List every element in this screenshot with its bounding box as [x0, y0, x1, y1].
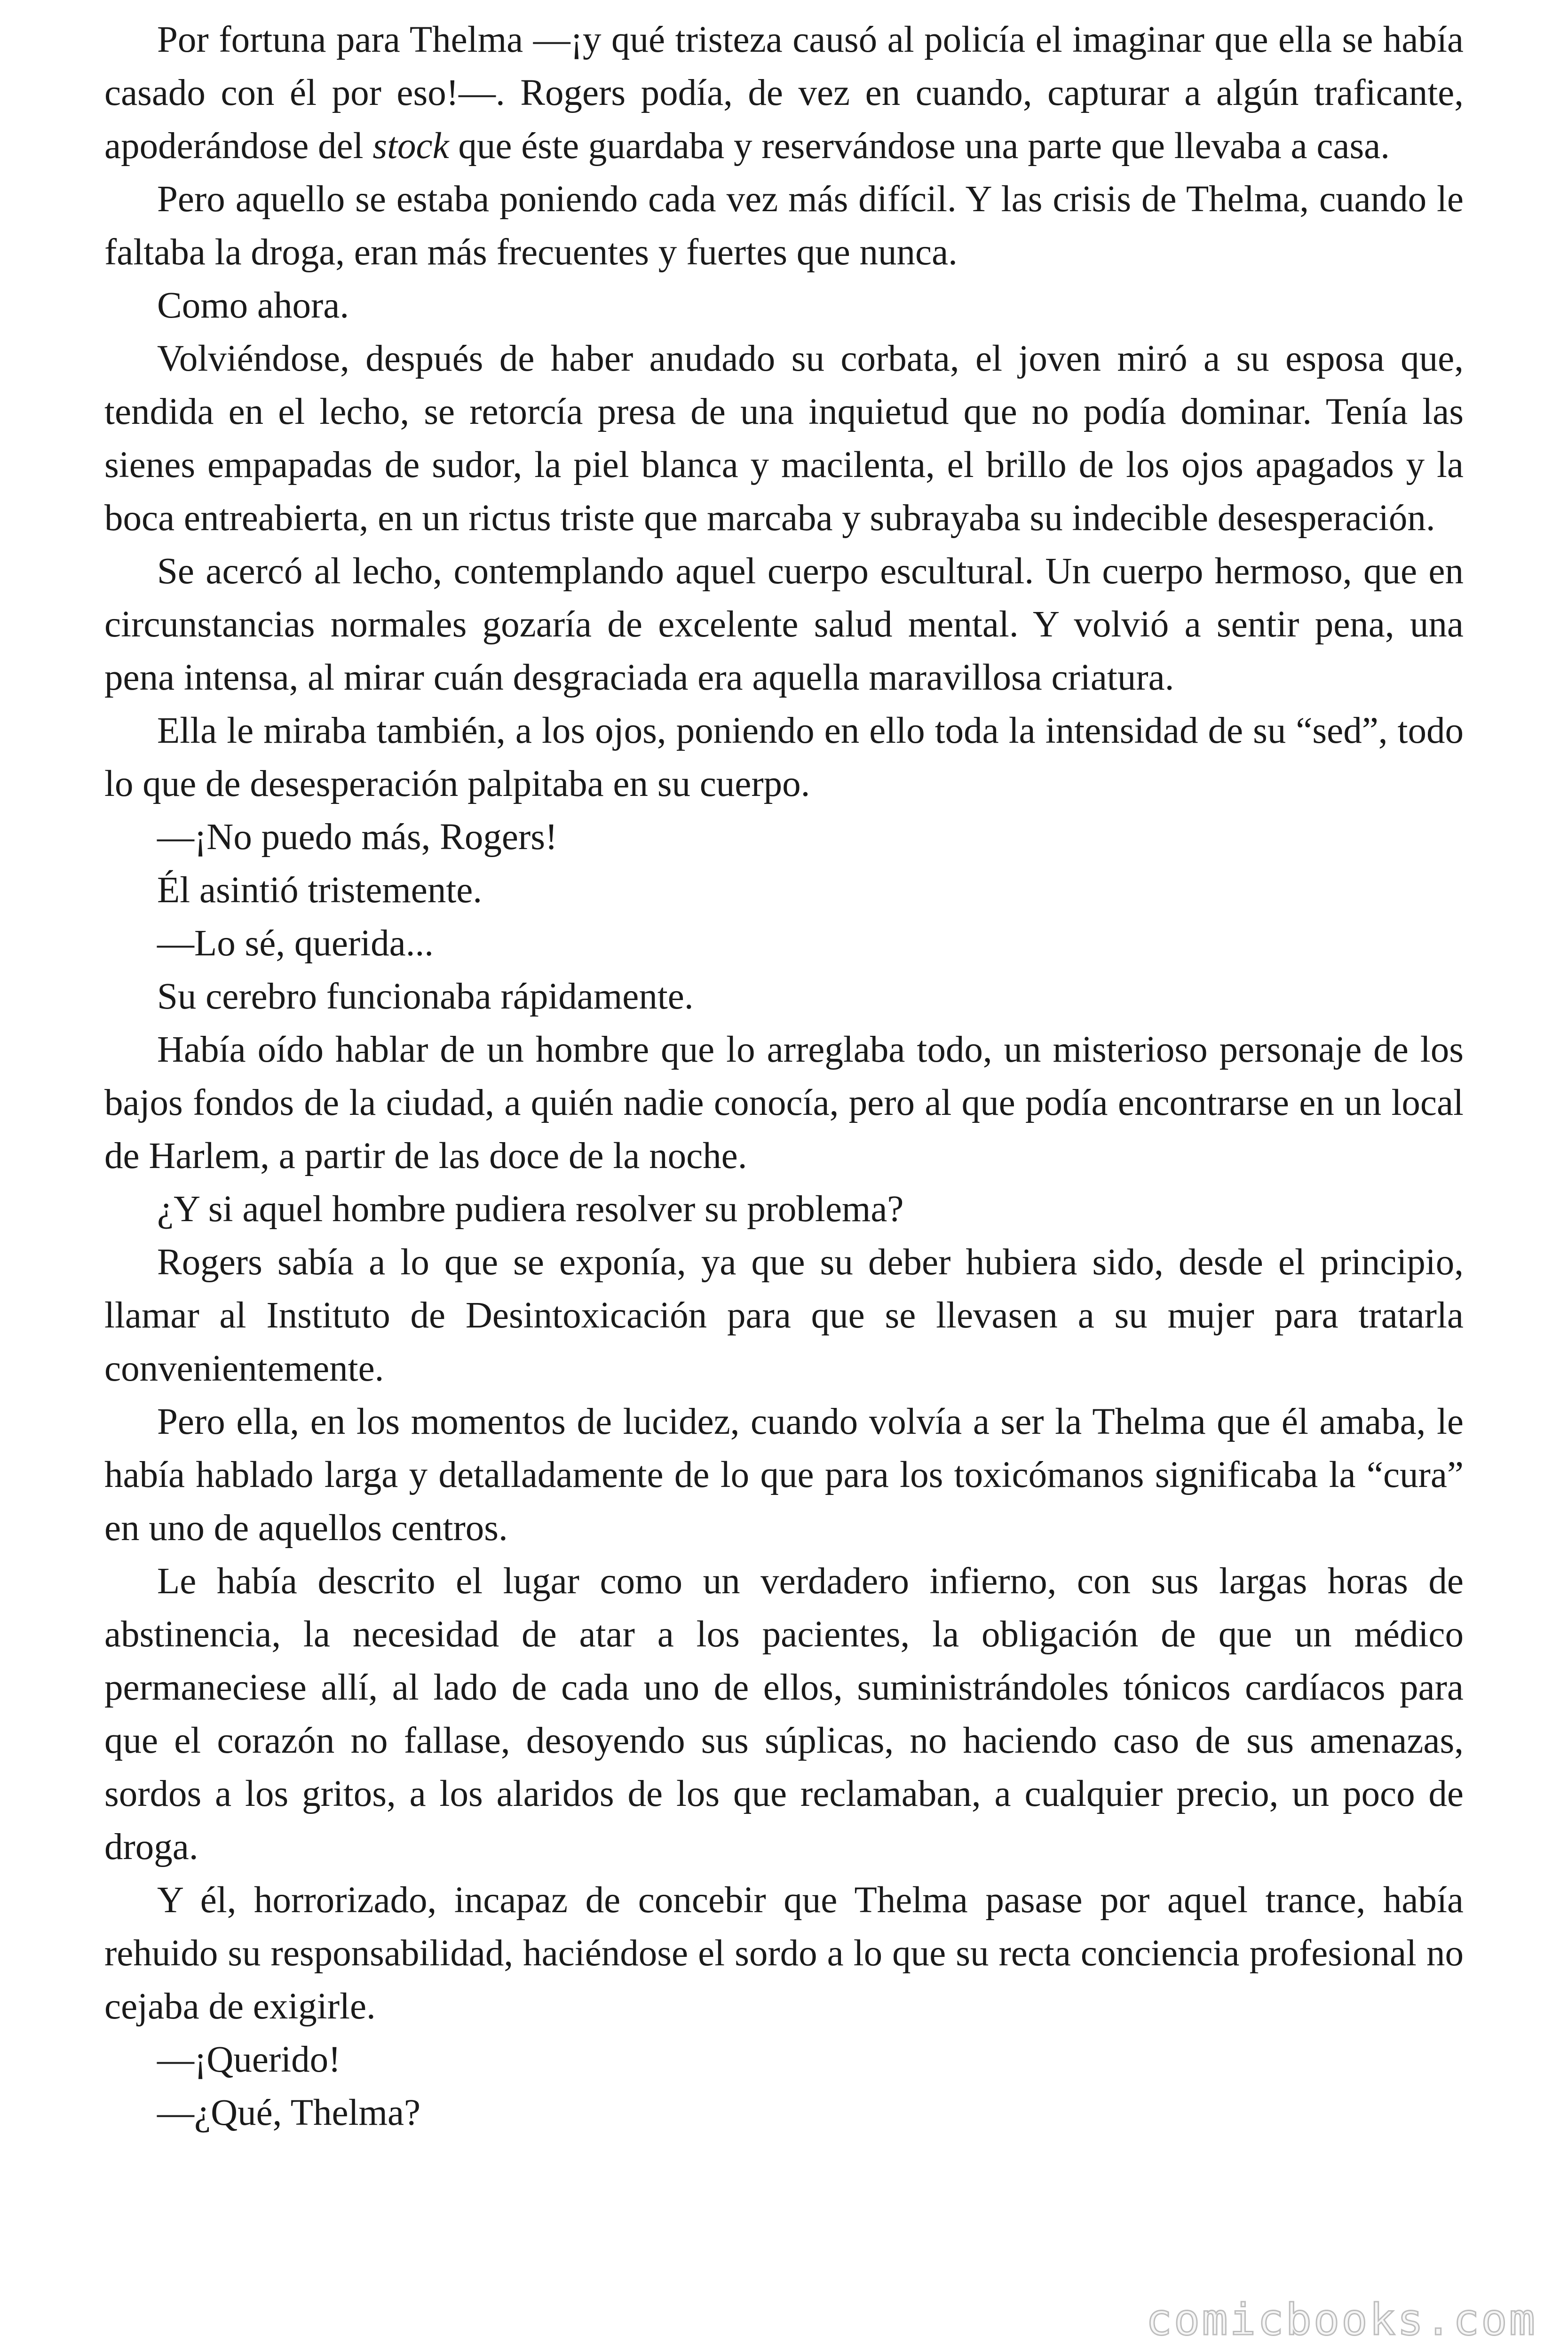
paragraph — [104, 1395, 1464, 1555]
book-page — [104, 13, 1464, 2309]
paragraph-text: Su cerebro funcionaba rápidamente. — [157, 976, 694, 1017]
paragraph-text: Rogers sabía a lo que se exponía, ya que su deber hubiera sido, desde el principio, llamar al Instituto de Desintoxicación para que se llevasen a su mujer para tratarla convenientemente. — [104, 1242, 1464, 1389]
paragraph-text: —¡No puedo más, Rogers! — [157, 817, 558, 858]
paragraph-text: Ella le miraba también, a los ojos, poniendo en ello toda la intensidad de su “sed”, todo lo que de desesperación palpitaba en su cuerpo. — [104, 710, 1464, 804]
paragraph — [104, 279, 1464, 332]
paragraph — [104, 1874, 1464, 2033]
paragraph-text: Por fortuna para Thelma —¡y qué tristeza causó al policía el imaginar que ella se había casado con él por eso!—. Rogers podía, de vez en cuando, capturar a algún traficante, apoderándose del — [104, 19, 1464, 167]
paragraph — [104, 1183, 1464, 1236]
paragraph-text: que éste guardaba y reservándose una parte que llevaba a casa. — [449, 126, 1390, 167]
paragraph-text: —Lo sé, querida... — [157, 923, 434, 964]
paragraph — [104, 810, 1464, 864]
paragraph — [104, 1236, 1464, 1395]
paragraph — [104, 173, 1464, 279]
watermark: comicbooks.com — [1146, 2295, 1537, 2345]
paragraph-text: Él asintió tristemente. — [157, 870, 483, 911]
paragraph-text: Se acercó al lecho, contemplando aquel cuerpo escultural. Un cuerpo hermoso, que en circunstancias normales gozaría de excelente salud mental. Y volvió a sentir pena, una pena intensa, al mirar cuán desgraciada era aquella maravillosa criatura. — [104, 551, 1464, 698]
paragraph — [104, 545, 1464, 704]
paragraph — [104, 970, 1464, 1023]
paragraph-text: Pero aquello se estaba poniendo cada vez más difícil. Y las crisis de Thelma, cuando le faltaba la droga, eran más frecuentes y fuertes que nunca. — [104, 179, 1464, 273]
paragraph-text: —¿Qué, Thelma? — [157, 2092, 421, 2133]
paragraph-text: Y él, horrorizado, incapaz de concebir que Thelma pasase por aquel trance, había rehuido su responsabilidad, haciéndose el sordo a lo que su recta conciencia profesional no cejaba de exigirle. — [104, 1880, 1464, 2027]
paragraph-text: Le había descrito el lugar como un verdadero infierno, con sus largas horas de abstinencia, la necesidad de atar a los pacientes, la obligación de que un médico permaneciese allí, al lado de cada uno de ellos, suministrándoles tónicos cardíacos para que el corazón no fallase, desoyendo sus súplicas, no haciendo caso de sus amenazas, sordos a los gritos, a los alaridos de los que reclamaban, a cualquier precio, un poco de droga. — [104, 1561, 1464, 1867]
paragraph-text: Pero ella, en los momentos de lucidez, cuando volvía a ser la Thelma que él amaba, le había hablado larga y detalladamente de lo que para los toxicómanos significaba la “cura” en uno de aquellos centros. — [104, 1401, 1464, 1549]
paragraph-text: Había oído hablar de un hombre que lo arreglaba todo, un misterioso personaje de los bajos fondos de la ciudad, a quién nadie conocía, pero al que podía encontrarse en un local de Harlem, a partir de las doce de la noche. — [104, 1029, 1464, 1176]
paragraph — [104, 864, 1464, 917]
paragraph — [104, 332, 1464, 545]
italic-text: stock — [372, 126, 449, 167]
paragraph-text: ¿Y si aquel hombre pudiera resolver su problema? — [157, 1189, 904, 1230]
paragraph — [104, 2033, 1464, 2086]
paragraph — [104, 917, 1464, 970]
paragraph-text: Como ahora. — [157, 285, 349, 326]
paragraph-text: —¡Querido! — [157, 2039, 341, 2080]
paragraph — [104, 13, 1464, 173]
paragraph — [104, 1023, 1464, 1183]
paragraph — [104, 704, 1464, 810]
paragraph — [104, 1555, 1464, 1874]
paragraph-text: Volviéndose, después de haber anudado su corbata, el joven miró a su esposa que, tendida en el lecho, se retorcía presa de una inquietud que no podía dominar. Tenía las sienes empapadas de sudor, la piel blanca y macilenta, el brillo de los ojos apagados y la boca entreabierta, en un rictus triste que marcaba y subrayaba su indecible desesperación. — [104, 338, 1464, 539]
paragraph — [104, 2086, 1464, 2139]
